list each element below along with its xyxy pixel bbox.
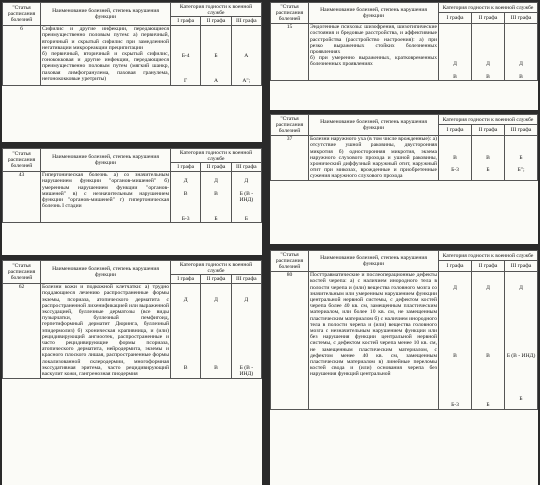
- table-psychoses: [270, 2, 538, 81]
- grade-cell: Д В: [171, 283, 201, 378]
- grade-cell: Д В Б: [201, 171, 231, 223]
- disease-text-a: Сифилис и другие инфекции, передающиеся преимущественно половым путем: а) первичный, вторичный и скрытый сифилис при замедленной негативации микрореакции преципитации: [42, 26, 169, 51]
- disease-text: [41, 25, 171, 85]
- table-row: [3, 25, 262, 85]
- header-g1: I графа: [171, 163, 201, 171]
- header-g1: I графа: [171, 275, 201, 283]
- header-g3: III графа: [231, 163, 261, 171]
- article-number: 6: [3, 25, 41, 85]
- grade-cell: Б А: [201, 25, 231, 85]
- grade-cell: В Б-3: [439, 135, 472, 180]
- grade-cell: Д Б (В - ИНД) Б: [505, 271, 538, 409]
- header-category: Категория годности к военной службе: [439, 115, 538, 125]
- grade-cell: Б Б";: [505, 135, 538, 180]
- panel-psychoses: [270, 2, 538, 110]
- grade-cell: Д В Б: [472, 271, 505, 409]
- grade-cell: Д В Б-3: [439, 271, 472, 409]
- header-g3: III графа: [505, 261, 538, 271]
- article-number: 62: [3, 283, 41, 378]
- header-category: Категория годности к военной службе: [171, 261, 262, 275]
- article-number: 15: [271, 23, 309, 81]
- table-skin-diseases: [2, 260, 262, 379]
- grade-cell: Д В: [201, 283, 231, 378]
- table-row: [271, 135, 538, 180]
- header-g2: II графа: [472, 261, 505, 271]
- table-row: [271, 271, 538, 409]
- article-number: 37: [271, 135, 309, 180]
- disease-text: Болезни наружного уха (в том числе врожденные): а) отсутствие ушной раковины, двусторонняя микротия б) односторонняя микротия, экзема наружного слухового прохода и ушной раковины, хронический диффузный наружный отит, наружный отит при микозах, врожденные и приобретенные сужения наружного слухового прохода: [310, 136, 437, 180]
- disease-text-b: б) первичный, вторичный и скрытый сифилис, гонококковая и другие инфекции, передающиеся преимущественно половым путем (мягкий шанкр, паховая лимфогранулема, паховая гранулема, негонококковые уретриты): [42, 50, 169, 82]
- panel-hypertension: [2, 148, 262, 255]
- header-category: Категория годности к военной службе: [171, 3, 262, 17]
- grade-cell: Д В: [439, 23, 472, 81]
- header-article: "Статья расписания болезней: [271, 3, 309, 24]
- grade-cell: Б-4 Г: [171, 25, 201, 85]
- header-g2: II графа: [472, 13, 505, 23]
- panel-outer-ear: [270, 114, 538, 244]
- header-article: "Статья расписания болезней: [271, 251, 309, 272]
- header-category: Категория годности к военной службе: [171, 149, 262, 163]
- header-g3: III графа: [505, 13, 538, 23]
- header-name: Наименование болезней, степень нарушения функции: [41, 149, 171, 172]
- header-g1: I графа: [171, 17, 201, 25]
- disease-text: [309, 23, 439, 81]
- table-skull-defects: [270, 250, 538, 410]
- disease-text: Болезни кожи и подкожной клетчатки: а) трудно поддающиеся лечению распространенные формы экземы, псориаза, атопического дерматита с распространенной лихенификацией или выраженной экссудацией, буллезные дерматозы (все виды пузырчатки, буллезный пемфигоид, герпетиформный дерматит Дюринга, буллезный эпидермолиз) б) хроническая крапивница, и (или) рецидивирующий ангиоотек, распространенные и часто рецидивирующие формы псориаза, атопического дерматита, нейродермита, экземы и красного плоского лишая, распространенные формы локализованной склеродермии, многоформная экссудативная эритема, часто рецидивирующий васкулит кожи, гангренозная пиодермия: [42, 284, 169, 377]
- header-g2: II графа: [201, 163, 231, 171]
- disease-text-a: Эндогенные психозы: шизофрения, шизотипические состояния и бредовые расстройства, и аффективные расстройства (расстройство настроения): а) при резко выраженных стойких болезненных проявлениях: [310, 24, 437, 55]
- header-g3: III графа: [231, 275, 261, 283]
- header-g3: III графа: [231, 17, 261, 25]
- panel-skin-diseases: [2, 260, 262, 485]
- grade-cell: В Б: [472, 135, 505, 180]
- grade-cell: Д В: [505, 23, 538, 81]
- panel-syphilis: [2, 2, 262, 142]
- table-outer-ear: [270, 114, 538, 181]
- table-row: [3, 171, 262, 223]
- header-category: Категория годности к военной службе: [439, 251, 538, 261]
- table-row: [3, 283, 262, 378]
- header-g2: II графа: [472, 125, 505, 135]
- header-g1: I графа: [439, 125, 472, 135]
- header-name: Наименование болезней, степень нарушения функции: [309, 251, 439, 272]
- table-hypertension: [2, 148, 262, 223]
- disease-text: Гипертоническая болезнь а) со значительным нарушением функции "органов-мишеней" б) умеренным нарушением функции "органов-мишеней" в) с незначительным нарушением функции "органов-мишеней" г) гипертоническая болезнь I стадии: [41, 171, 171, 223]
- header-article: "Статья расписания болезней: [3, 261, 41, 284]
- header-name: Наименование болезней, степень нарушения функции: [309, 115, 439, 136]
- header-g1: I графа: [439, 13, 472, 23]
- article-number: 43: [3, 171, 41, 223]
- table-row: [271, 23, 538, 81]
- grade-cell: Д Б (В - ИНД) Б: [231, 171, 261, 223]
- header-name: Наименование болезней, степень нарушения функции: [41, 3, 171, 26]
- header-category: Категория годности к военной службе: [439, 3, 538, 13]
- header-g2: II графа: [201, 275, 231, 283]
- header-name: Наименование болезней, степень нарушения функции: [309, 3, 439, 24]
- panel-skull-defects: [270, 250, 538, 485]
- header-article: "Статья расписания болезней: [3, 149, 41, 172]
- header-g1: I графа: [439, 261, 472, 271]
- grade-cell: Д В: [472, 23, 505, 81]
- disease-text-b: б) при умеренно выраженных, кратковременных болезненных проявлениях: [310, 55, 437, 68]
- header-name: Наименование болезней, степень нарушения функции: [41, 261, 171, 284]
- header-article: "Статья расписания болезней: [271, 115, 309, 136]
- grade-cell: Д Б (В - ИНД): [231, 283, 261, 378]
- table-syphilis: [2, 2, 262, 86]
- header-g2: II графа: [201, 17, 231, 25]
- grade-cell: Д В Б-3: [171, 171, 201, 223]
- grade-cell: А А";: [231, 25, 261, 85]
- header-article: "Статья расписания болезней: [3, 3, 41, 26]
- header-g3: III графа: [505, 125, 538, 135]
- article-number: 80: [271, 271, 309, 409]
- disease-text: Посттравматические и послеоперационные дефекты костей черепа: а) с наличием инородного тела в полости черепа и (или) вещества головного мозга со значительным или умеренным нарушением функции центральной нервной системы, с дефектом костей черепа более 40 кв. см, замещенным пластическим материалом, или более 10 кв. см, не замещенным пластическим материалом б) с наличием инородного тела в полости черепа и (или) вещества головного мозга с незначительным нарушением функции или без нарушения функции центральной нервной системы, с дефектом костей черепа менее 10 кв. см, не замещенным пластическим материалом, с дефектом менее 40 кв. см, замещенным пластическим материалом в) линейные переломы костей свода и (или) основания черепа без нарушения функций центральной: [309, 271, 439, 409]
